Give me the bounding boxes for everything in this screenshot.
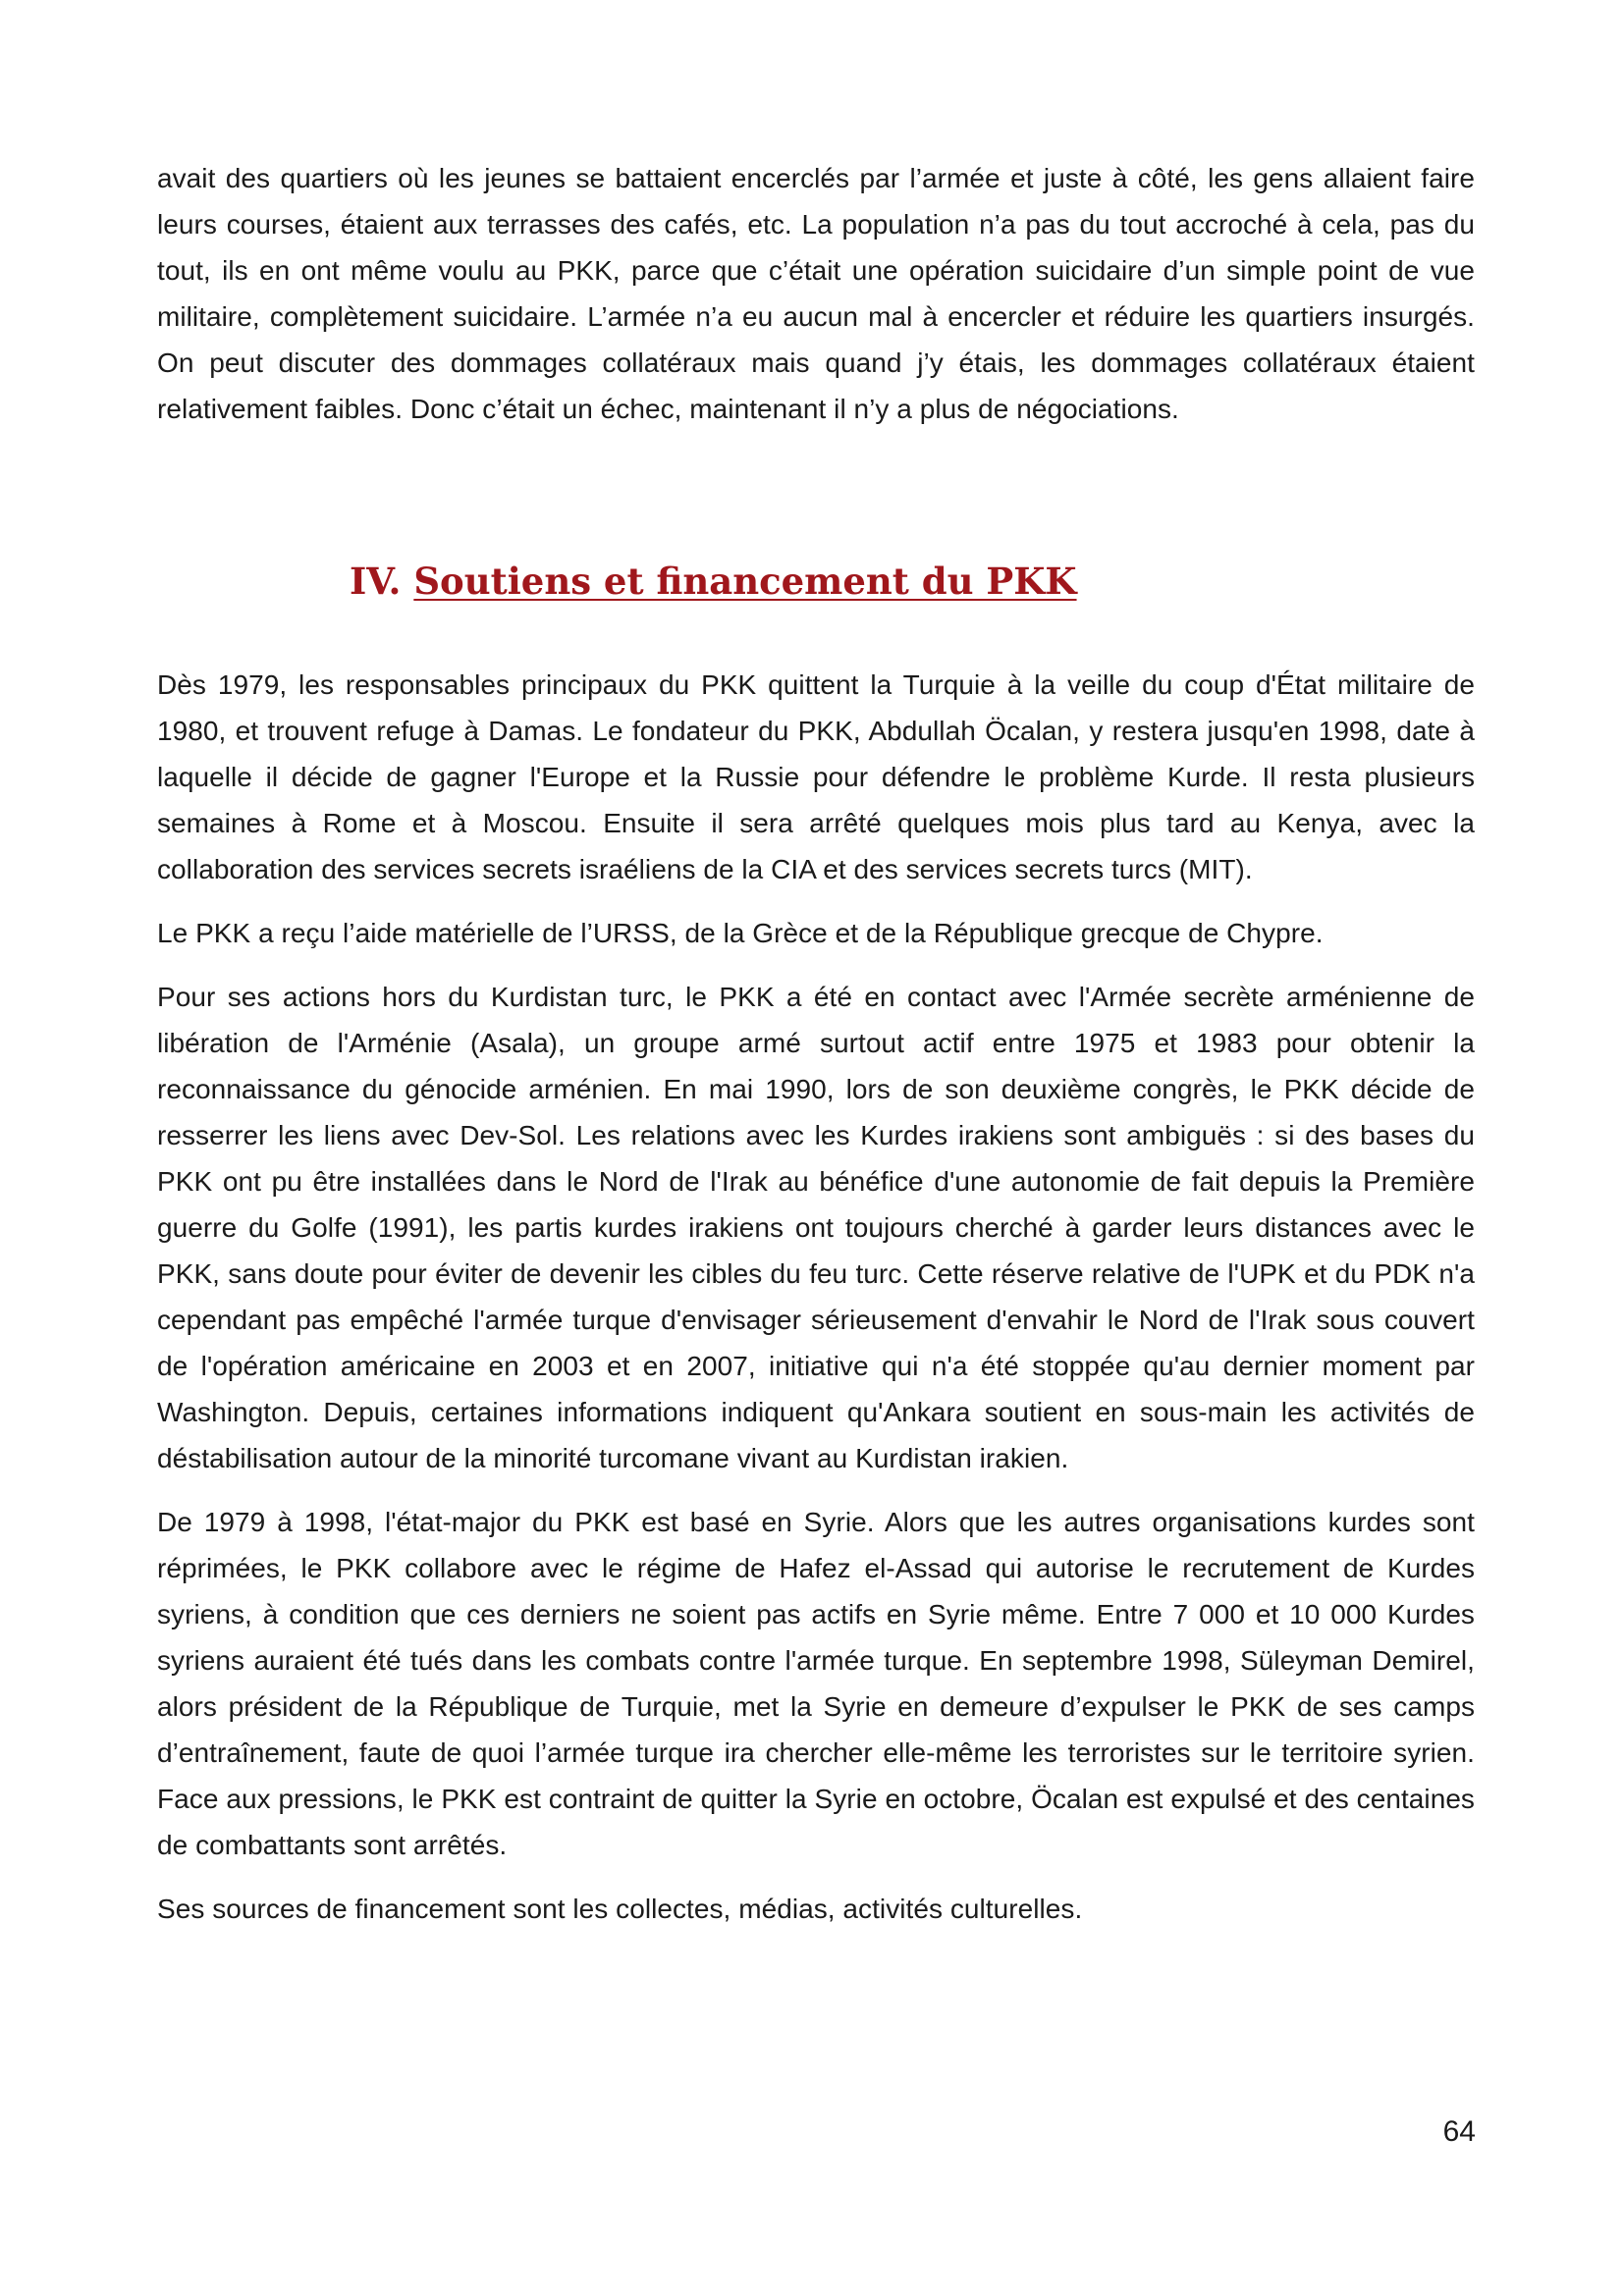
body-paragraph: De 1979 à 1998, l'état-major du PKK est basé en Syrie. Alors que les autres organisations kurdes sont réprimées, le PKK collabore avec le régime de Hafez el-Assad qui autorise le recrutement de Kurdes syriens, à condition que ces derniers ne soient pas actifs en Syrie même. Entre 7 000 et 10 000 Kurdes syriens auraient été tués dans les combats contre l'armée turque. En septembre 1998, Süleyman Demirel, alors président de la République de Turquie, met la Syrie en demeure d’expulser le PKK de ses camps d’entraînement, faute de quoi l’armée turque ira chercher elle-même les terroristes sur le territoire syrien. Face aux pressions, le PKK est contraint de quitter la Syrie en octobre, Öcalan est expulsé et des centaines de combattants sont arrêtés. <box>157 1507 1475 1860</box>
body-paragraph: Dès 1979, les responsables principaux du PKK quittent la Turquie à la veille du coup d'État militaire de 1980, et trouvent refuge à Damas. Le fondateur du PKK, Abdullah Öcalan, y restera jusqu'en 1998, date à laquelle il décide de gagner l'Europe et la Russie pour défendre le problème Kurde. Il resta plusieurs semaines à Rome et à Moscou. Ensuite il sera arrêté quelques mois plus tard au Kenya, avec la collaboration des services secrets israéliens de la CIA et des services secrets turcs (MIT). <box>157 669 1475 884</box>
section-heading <box>350 560 1077 603</box>
section-body <box>157 662 1475 1949</box>
page-number: 64 <box>1442 2115 1476 2148</box>
body-paragraph: Ses sources de financement sont les collectes, médias, activités culturelles. <box>157 1894 1083 1924</box>
section-title: Soutiens et financement du PKK <box>413 560 1077 603</box>
body-paragraph: Pour ses actions hors du Kurdistan turc, le PKK a été en contact avec l'Armée secrète arménienne de libération de l'Arménie (Asala), un groupe armé surtout actif entre 1975 et 1983 pour obtenir la reconnaissance du génocide arménien. En mai 1990, lors de son deuxième congrès, le PKK décide de resserrer les liens avec Dev-Sol. Les relations avec les Kurdes irakiens sont ambiguës : si des bases du PKK ont pu être installées dans le Nord de l'Irak au bénéfice d'une autonomie de fait depuis la Première guerre du Golfe (1991), les partis kurdes irakiens ont toujours cherché à garder leurs distances avec le PKK, sans doute pour éviter de devenir les cibles du feu turc. Cette réserve relative de l'UPK et du PDK n'a cependant pas empêché l'armée turque d'envisager sérieusement d'envahir le Nord de l'Irak sous couvert de l'opération américaine en 2003 et en 2007, initiative qui n'a été stoppée qu'au dernier moment par Washington. Depuis, certaines informations indiquent qu'Ankara soutient en sous-main les activités de déstabilisation autour de la minorité turcomane vivant au Kurdistan irakien. <box>157 982 1475 1473</box>
intro-text <box>157 155 1475 450</box>
section-number: IV. <box>350 560 402 603</box>
intro-paragraph: avait des quartiers où les jeunes se battaient encerclés par l’armée et juste à côté, les gens allaient faire leurs courses, étaient aux terrasses des cafés, etc. La population n’a pas du tout accroché à cela, pas du tout, ils en ont même voulu au PKK, parce que c’était une opération suicidaire d’un simple point de vue militaire, complètement suicidaire. L’armée n’a eu aucun mal à encercler et réduire les quartiers insurgés. On peut discuter des dommages collatéraux mais quand j’y étais, les dommages collatéraux étaient relativement faibles. Donc c’était un échec, maintenant il n’y a plus de négociations. <box>157 163 1475 424</box>
body-paragraph: Le PKK a reçu l’aide matérielle de l’URSS, de la Grèce et de la République grecque de Chypre. <box>157 918 1324 948</box>
